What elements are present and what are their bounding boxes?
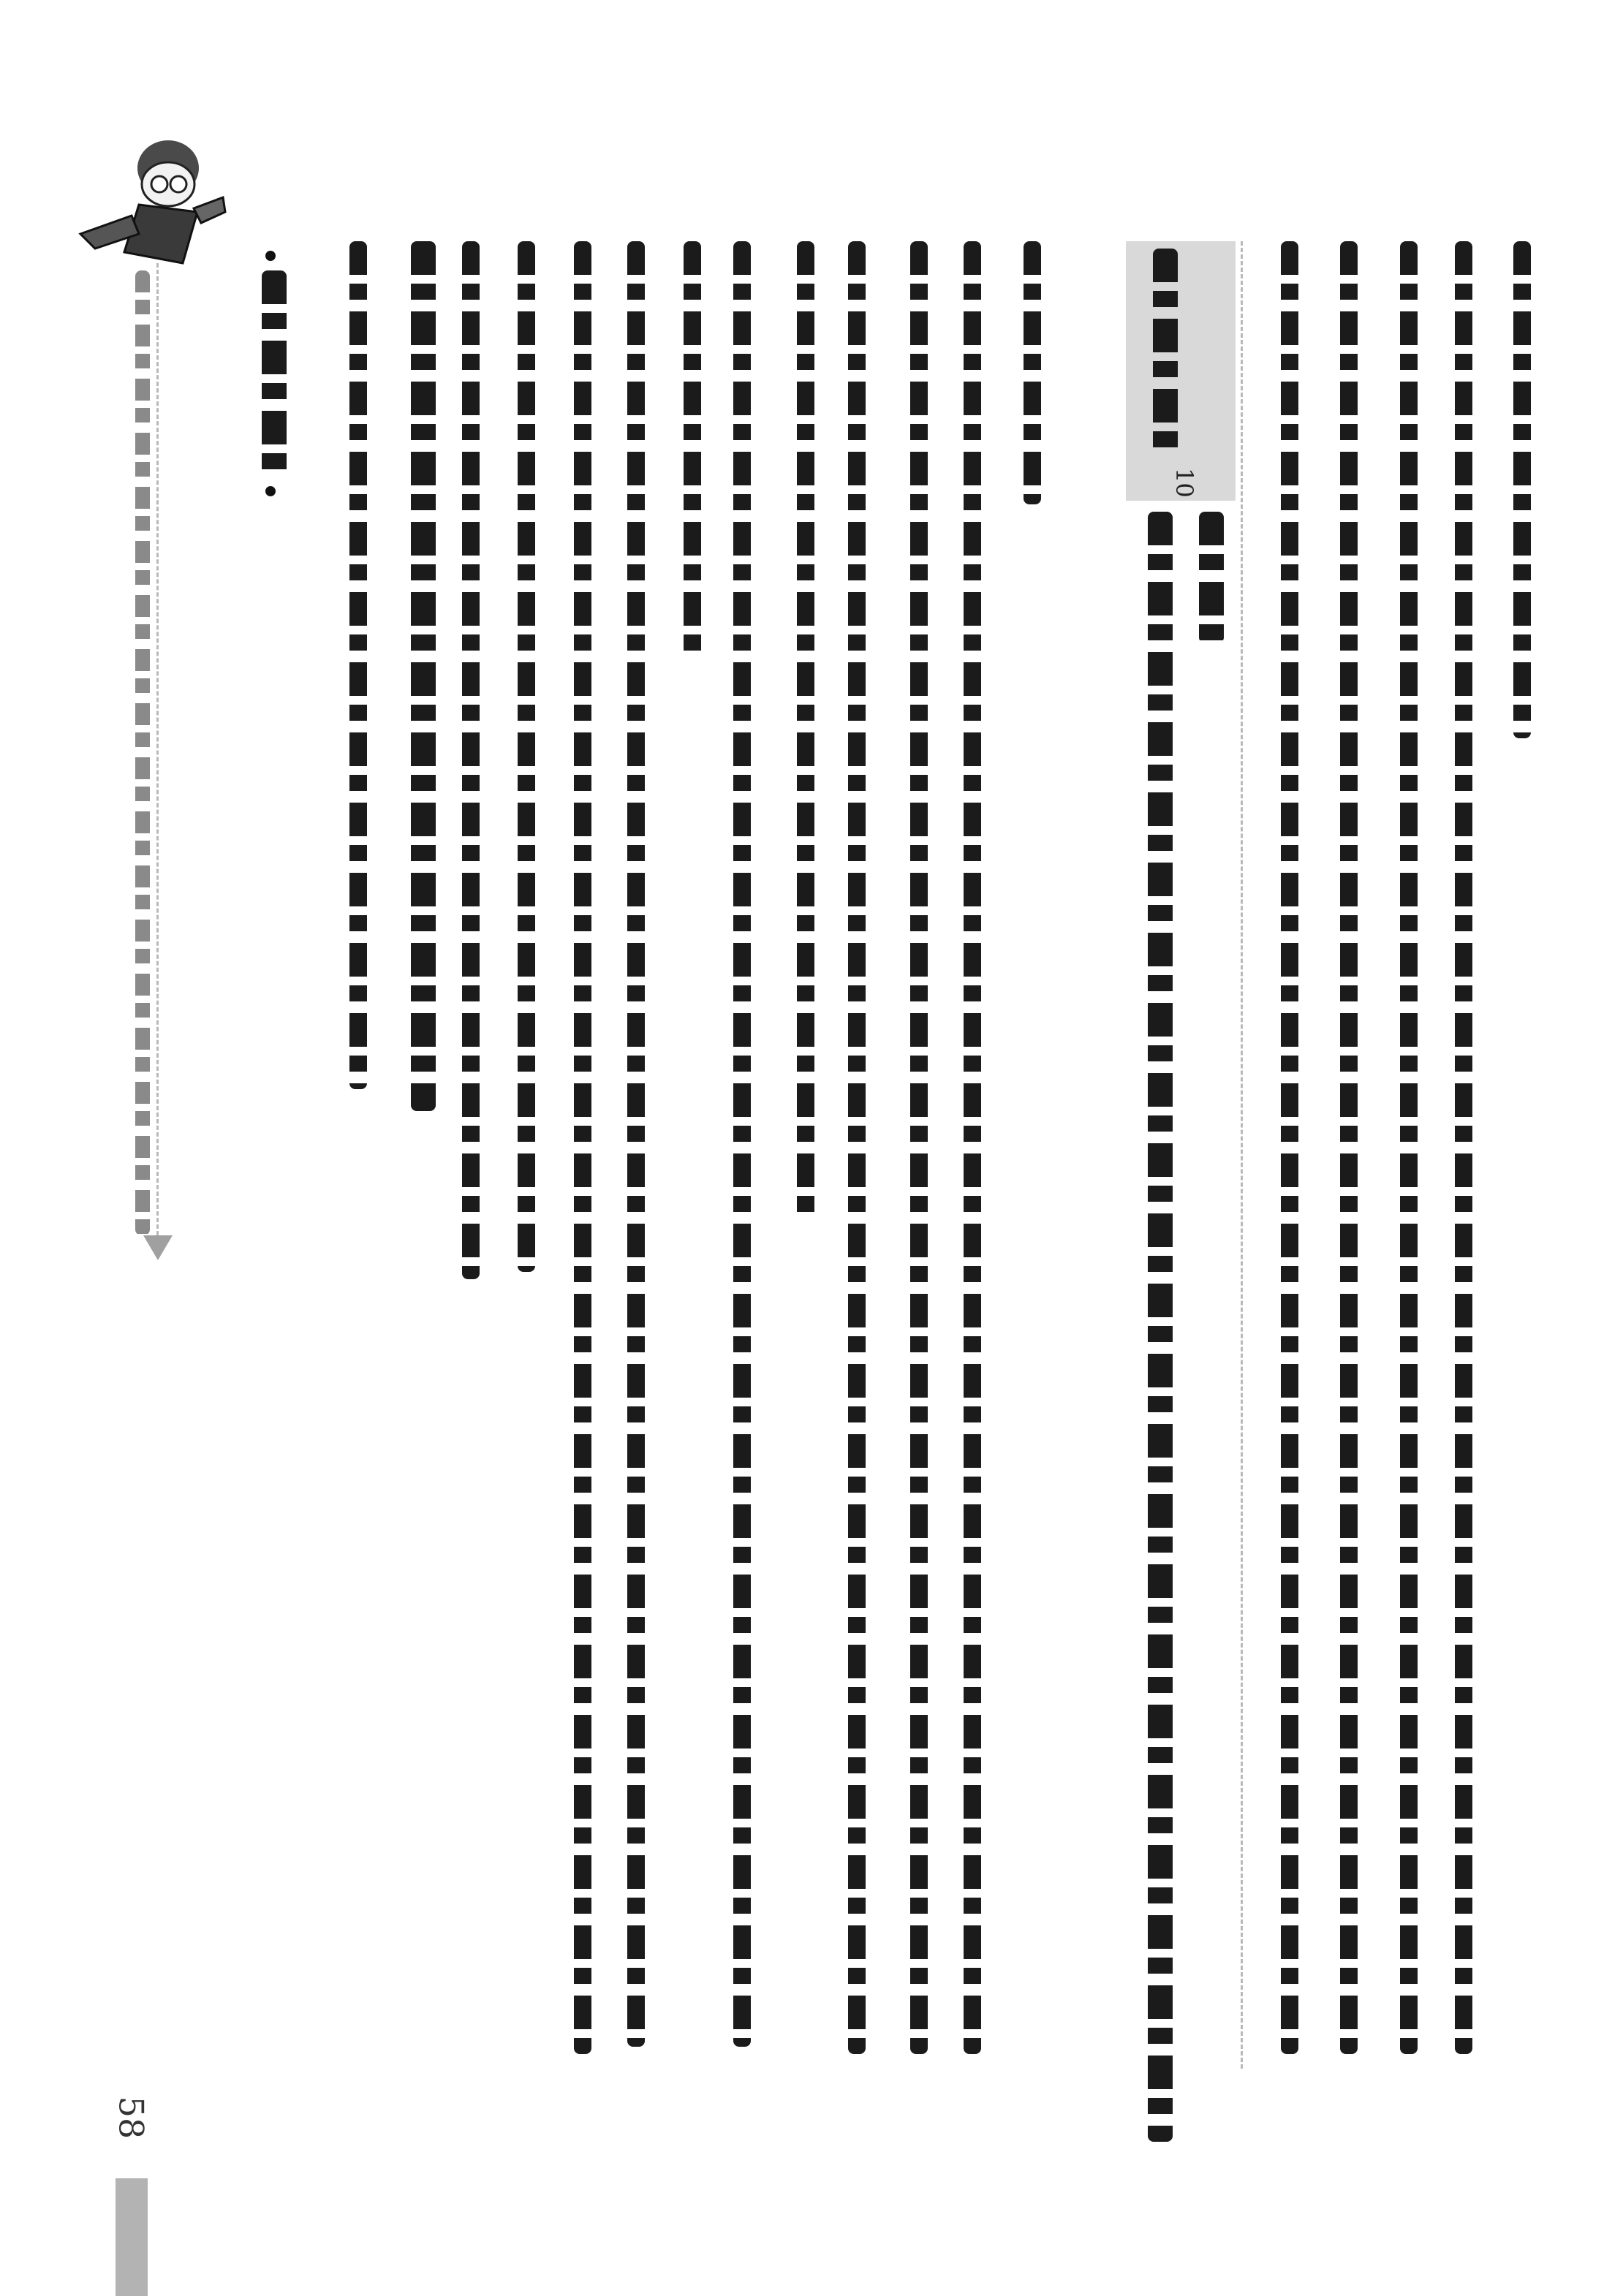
paragraph-line — [518, 241, 535, 1272]
paragraph-line — [910, 241, 928, 2054]
intro-line — [1455, 241, 1472, 2054]
bullet-icon — [265, 486, 276, 496]
intro-line — [1513, 241, 1531, 738]
section-heading — [1148, 512, 1173, 2142]
running-header — [135, 270, 150, 1235]
thumb-tab — [116, 2178, 148, 2296]
section-divider — [1241, 241, 1243, 2069]
paragraph-line — [848, 241, 866, 2054]
paragraph-line — [797, 241, 814, 1221]
paragraph-line — [1024, 241, 1041, 504]
section-number-box — [1126, 241, 1236, 501]
intro-line — [1281, 241, 1298, 2054]
page-number: 58 — [111, 2096, 151, 2140]
paragraph-line — [462, 241, 480, 1279]
bullet-heading — [262, 270, 287, 475]
intro-line — [1340, 241, 1358, 2054]
header-divider — [156, 263, 159, 1235]
paragraph-line — [964, 241, 981, 2054]
citation-line — [349, 241, 367, 1089]
section-heading-line-2 — [1199, 512, 1224, 643]
section-title — [1153, 249, 1178, 453]
bullet-icon — [265, 251, 276, 261]
triangle-arrow-icon — [143, 1235, 173, 1260]
paragraph-line — [733, 241, 751, 2047]
mascot-boy-illustration — [58, 117, 227, 292]
intro-line — [1400, 241, 1418, 2054]
section-number: 10 — [1170, 468, 1198, 498]
paragraph-line — [411, 241, 436, 1111]
paragraph-line — [627, 241, 645, 2047]
paragraph-line — [574, 241, 591, 2054]
paragraph-line — [684, 241, 701, 658]
